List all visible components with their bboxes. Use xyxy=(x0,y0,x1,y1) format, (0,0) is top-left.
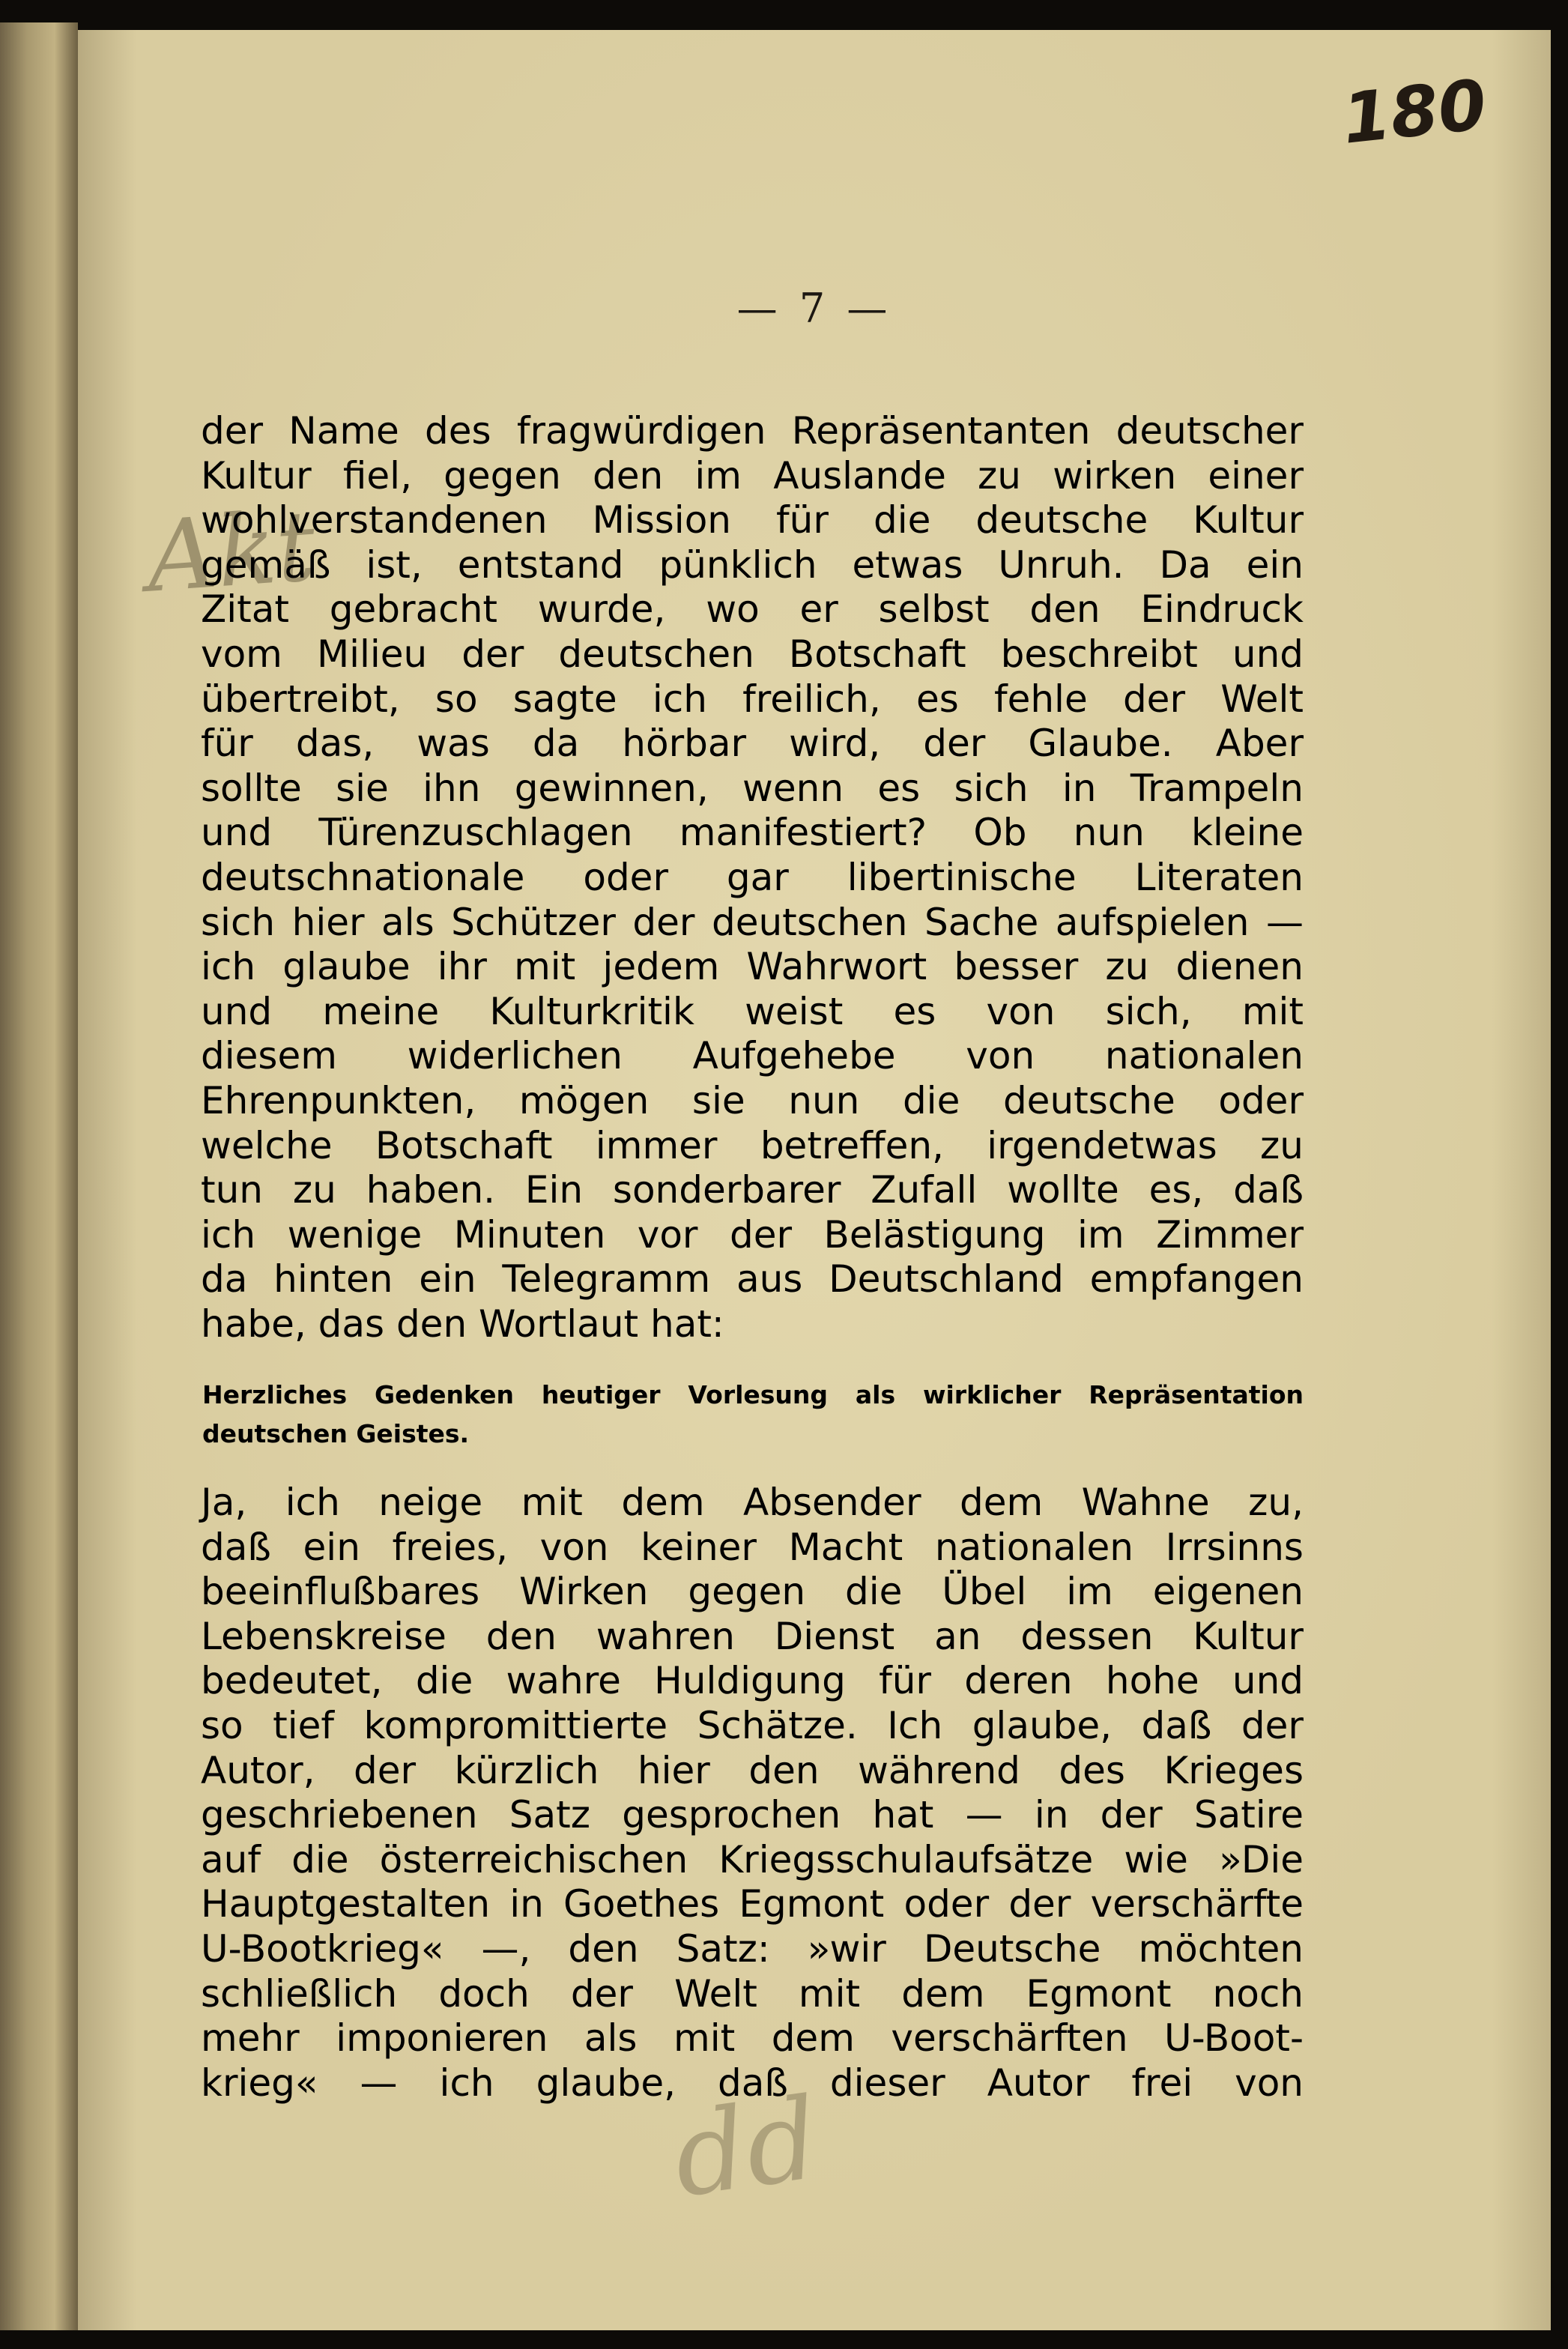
text-line: sich hier als Schützer der deutschen Sache aufspielen — xyxy=(201,900,1304,944)
text-line: diesem widerlichen Aufgehebe von nationalen xyxy=(201,1034,1304,1078)
quote-line: Herzliches Gedenken heutiger Vorlesung als wirklicher Repräsentation xyxy=(202,1380,1304,1409)
text-line: habe, das den Wortlaut hat: xyxy=(201,1302,724,1346)
paragraph-1 xyxy=(201,409,1304,1346)
paragraph-2 xyxy=(201,1481,1304,2105)
page-number: — 7 — xyxy=(736,285,892,332)
text-line: ich glaube ihr mit jedem Wahrwort besser zu dienen xyxy=(201,945,1304,989)
text-line: so tief kompromittierte Schätze. Ich glaube, daß der xyxy=(201,1703,1304,1747)
text-line: tun zu haben. Ein sonderbarer Zufall wollte es, daß xyxy=(201,1168,1304,1212)
text-line: Kultur fiel, gegen den im Auslande zu wirken einer xyxy=(201,453,1304,498)
folio-number: 180 xyxy=(1338,64,1491,160)
facing-page-edge xyxy=(0,22,78,2330)
telegram-quote xyxy=(202,1376,1304,1454)
text-line: Zitat gebracht wurde, wo er selbst den Eindruck xyxy=(201,587,1304,632)
text-line: U-Bootkrieg« —, den Satz: »wir Deutsche möchten xyxy=(201,1926,1304,1971)
text-line: der Name des fragwürdigen Repräsentanten deutscher xyxy=(201,409,1304,453)
text-line: Ja, ich neige mit dem Absender dem Wahne zu, xyxy=(201,1481,1304,1524)
text-line: ich wenige Minuten vor der Belästigung im Zimmer xyxy=(201,1212,1304,1257)
text-line: beeinflußbares Wirken gegen die Übel im eigenen xyxy=(201,1570,1304,1614)
text-line: schließlich doch der Welt mit dem Egmont noch xyxy=(201,1971,1304,2016)
text-line: mehr imponieren als mit dem verschärften U-Boot- xyxy=(201,2016,1304,2061)
text-line: sollte sie ihn gewinnen, wenn es sich in Trampeln xyxy=(201,766,1304,810)
text-line: Autor, der kürzlich hier den während des Krieges xyxy=(201,1748,1304,1792)
text-line: wohlverstandenen Mission für die deutsche Kultur xyxy=(201,498,1304,542)
text-line: Ehrenpunkten, mögen sie nun die deutsche oder xyxy=(201,1078,1304,1122)
text-line: übertreibt, so sagte ich freilich, es fehle der Welt xyxy=(201,677,1304,721)
margin-annotation: Akt xyxy=(142,489,319,614)
text-line: welche Botschaft immer betreffen, irgendetwas zu xyxy=(201,1123,1304,1167)
text-line: für das, was da hörbar wird, der Glaube. Aber xyxy=(201,722,1304,766)
text-line: deutschnationale oder gar libertinische Literaten xyxy=(201,855,1304,899)
text-line: Lebenskreise den wahren Dienst an dessen Kultur xyxy=(201,1614,1304,1658)
text-line: Hauptgestalten in Goethes Egmont oder der verschärfte xyxy=(201,1882,1304,1926)
text-line: krieg« — ich glaube, daß dieser Autor frei von xyxy=(201,2061,1304,2105)
text-line: gemäß ist, entstand pünklich etwas Unruh. Da ein xyxy=(201,542,1304,587)
quote-line: deutschen Geistes. xyxy=(202,1419,470,1448)
text-line: da hinten ein Telegramm aus Deutschland empfangen xyxy=(201,1257,1304,1302)
text-line: vom Milieu der deutschen Botschaft beschreibt und xyxy=(201,632,1304,676)
text-line: daß ein freies, von keiner Macht nationalen Irrsinns xyxy=(201,1525,1304,1569)
text-line: auf die österreichischen Kriegsschulaufsätze wie »Die xyxy=(201,1837,1304,1881)
text-line: geschriebenen Satz gesprochen hat — in der Satire xyxy=(201,1793,1304,1837)
text-line: und meine Kulturkritik weist es von sich, mit xyxy=(201,989,1304,1033)
text-line: und Türenzuschlagen manifestiert? Ob nun kleine xyxy=(201,811,1304,855)
pencil-mark: dd xyxy=(665,2073,827,2223)
text-line: bedeutet, die wahre Huldigung für deren hohe und xyxy=(201,1659,1304,1703)
